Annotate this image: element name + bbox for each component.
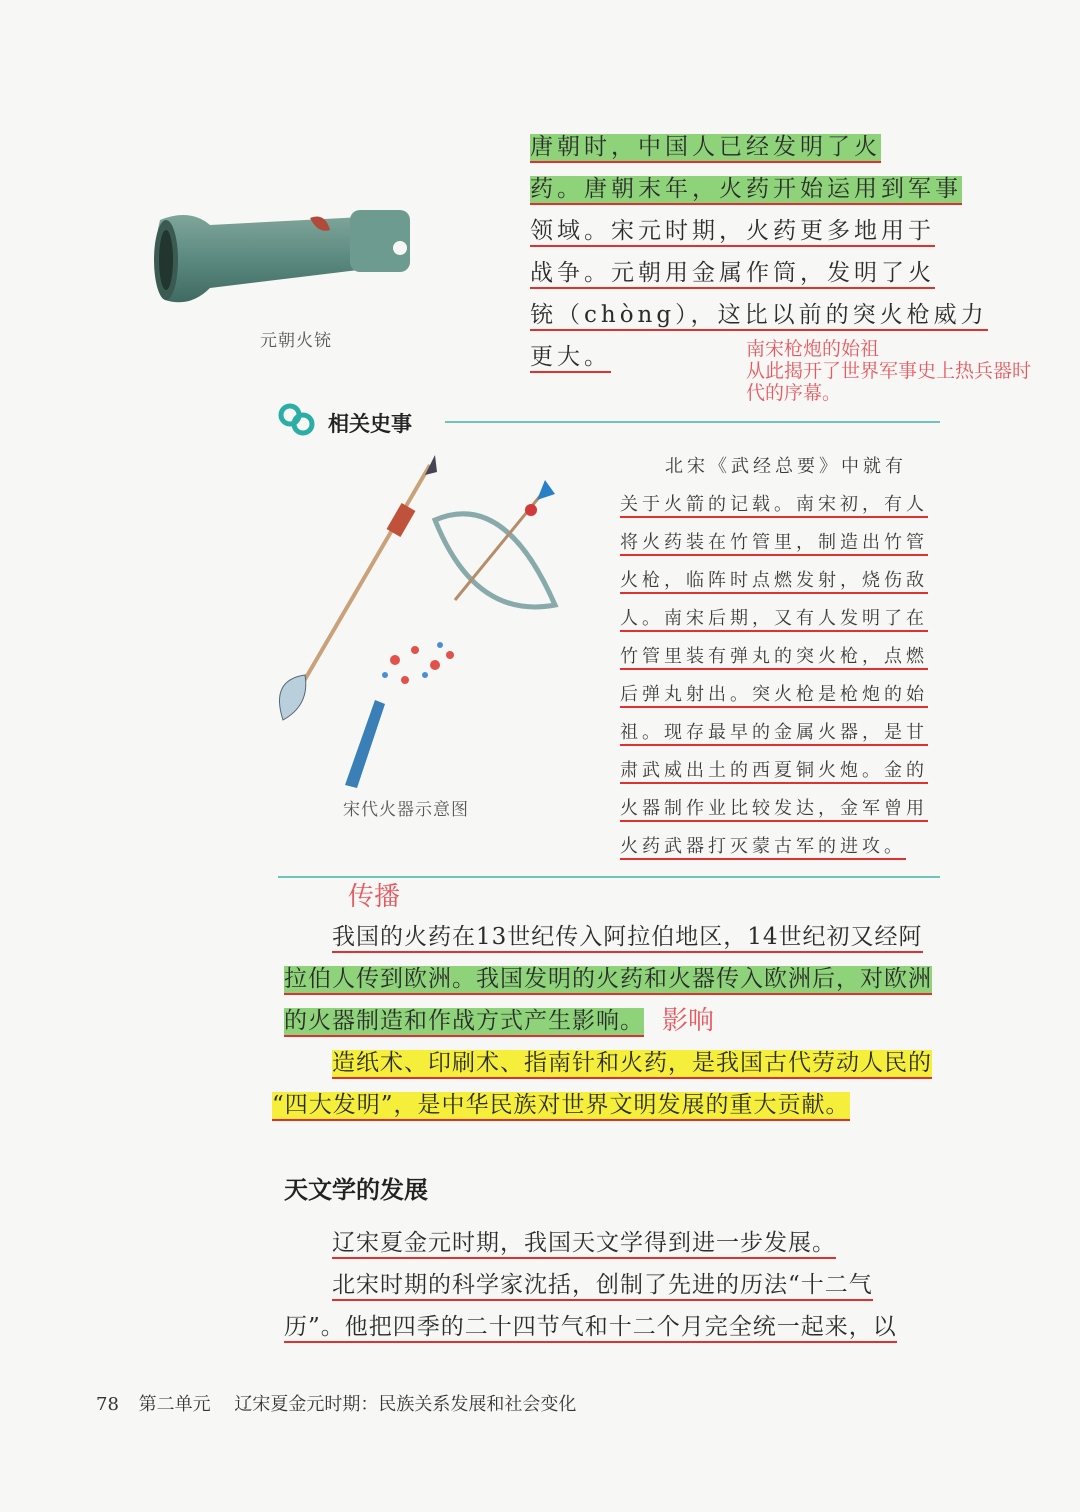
paragraph-line: 领域。宋元时期，火药更多地用于 [530, 212, 935, 245]
paragraph-line: 更大。 [530, 338, 611, 371]
paragraph-line: 药。唐朝末年，火药开始运用到军事 [530, 170, 962, 203]
note-spread: 传播 [348, 882, 401, 912]
related-history-title: 相关史事 [328, 412, 412, 436]
song-weapons-caption: 宋代火器示意图 [343, 800, 469, 820]
page-number: 78 [96, 1394, 119, 1415]
paragraph-line: 战争。元朝用金属作筒，发明了火 [530, 254, 935, 287]
note-influence: 影响 [662, 1006, 715, 1036]
yuan-gun-caption: 元朝火铳 [260, 331, 332, 351]
unit-title: 辽宋夏金元时期：民族关系发展和社会变化 [234, 1394, 577, 1415]
page-footer [96, 1390, 576, 1416]
handwritten-note: 南宋枪炮的始祖 从此揭开了世界军事史上热兵器时 代的序幕。 [746, 338, 1032, 404]
astronomy-heading: 天文学的发展 [284, 1175, 428, 1204]
unit-label: 第二单元 [138, 1394, 211, 1415]
related-history-icon [278, 402, 318, 442]
section-divider [445, 421, 940, 423]
paragraph-line: 唐朝时，中国人已经发明了火 [530, 128, 881, 161]
song-weapons-image [265, 450, 585, 790]
yuan-gun-image [150, 190, 440, 320]
paragraph-line: 铳（chòng），这比以前的突火枪威力 [530, 296, 988, 329]
